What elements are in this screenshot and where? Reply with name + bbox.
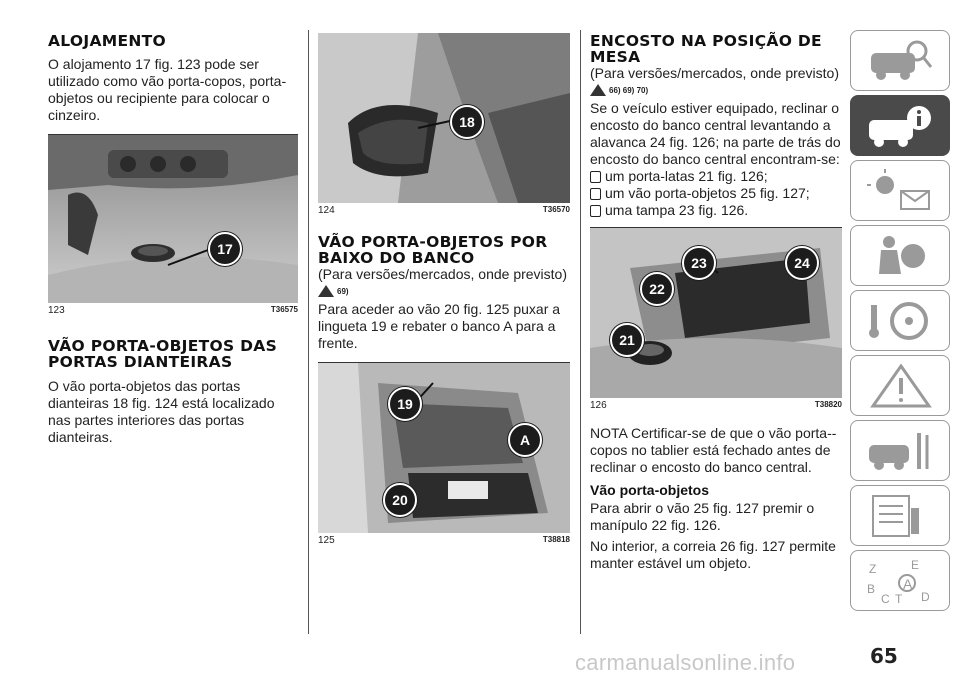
paragraph-porta-objetos-portas: O vão porta-objetos das portas dianteiras 18 fig. 124 está localizado nas partes interiores das portas dianteiras. (48, 378, 275, 445)
callout-19: 19 (388, 387, 422, 421)
index-letter: A (903, 576, 913, 592)
warning-reference (590, 84, 842, 96)
car-search-icon (867, 39, 933, 83)
callout-22: 22 (640, 272, 674, 306)
warning-numbers: 69) (337, 286, 349, 296)
tab-warning-lights[interactable] (850, 160, 950, 221)
callout-a: A (508, 423, 542, 457)
car-info-icon (867, 104, 933, 148)
column-1 (48, 0, 298, 446)
paragraph-encosto: Se o veículo estiver equipado, reclinar o encosto do banco central levantando a alavanca 24 fig. 126; na parte de trás do encosto do banco central encontram-se: (590, 100, 841, 167)
versions-note: (Para versões/mercados, onde previsto) (590, 65, 839, 81)
figure-126-caption (590, 400, 842, 411)
callout-18: 18 (450, 105, 484, 139)
figure-124 (318, 33, 570, 216)
index-letter: T (895, 592, 903, 606)
tab-safety[interactable] (850, 225, 950, 286)
column-divider (580, 30, 581, 634)
checkbox-bullet-icon (590, 171, 601, 183)
paragraph-nota: NOTA Certificar-se de que o vão porta--copos no tablier está fechado antes de reclinar o encosto do banco central. (590, 425, 837, 475)
callout-21: 21 (610, 323, 644, 357)
warning-reference (318, 285, 570, 297)
index-letter: Z (869, 562, 877, 576)
column-2 (318, 0, 570, 546)
index-letter: D (921, 590, 930, 604)
index-letter: B (867, 582, 876, 596)
figure-123-caption (48, 305, 298, 316)
figure-code: T36570 (542, 205, 570, 214)
page-number: 65 (870, 644, 898, 668)
tab-emergency[interactable] (850, 355, 950, 416)
callout-24: 24 (785, 246, 819, 280)
tab-technical-data[interactable] (850, 485, 950, 546)
figure-124-image (318, 33, 570, 203)
callout-20: 20 (383, 483, 417, 517)
callout-17: 17 (208, 232, 242, 266)
steering-key-icon (867, 299, 933, 343)
subheading-vao-porta-objetos: Vão porta-objetos (590, 482, 710, 498)
checkbox-bullet-icon (590, 188, 601, 200)
warning-triangle-icon (318, 285, 334, 297)
column-3 (590, 0, 842, 572)
heading-porta-objetos-portas: VÃO PORTA-OBJETOS DAS PORTAS DIANTEIRAS (48, 337, 278, 371)
checkbox-bullet-icon (590, 205, 601, 217)
index-letter: C (881, 592, 890, 606)
figure-code: T38818 (542, 535, 570, 544)
versions-note: (Para versões/mercados, onde previsto) (318, 266, 567, 282)
heading-encosto-mesa: ENCOSTO NA POSIÇÃO DE MESA (590, 32, 822, 66)
checklist-icon (867, 494, 933, 538)
figure-number: 124 (318, 205, 335, 216)
figure-number: 125 (318, 535, 335, 546)
paragraph-alojamento: O alojamento 17 fig. 123 pode ser utilizado como vão porta-copos, porta-objetos ou recipiente para colocar o cinzeiro. (48, 56, 287, 123)
index-letter: E (911, 559, 920, 572)
heading-porta-objetos-banco: VÃO PORTA-OBJETOS POR BAIXO DO BANCO (318, 233, 548, 267)
breakdown-icon (867, 364, 933, 408)
heading-alojamento: ALOJAMENTO (48, 32, 166, 50)
tab-maintenance[interactable] (850, 420, 950, 481)
airbag-icon (867, 234, 933, 278)
figure-123 (48, 134, 298, 316)
warning-triangle-icon (590, 84, 606, 96)
figure-126 (590, 227, 842, 411)
figure-code: T36575 (270, 305, 298, 314)
figure-number: 126 (590, 400, 607, 411)
figure-number: 123 (48, 305, 65, 316)
list-item: um vão porta-objetos 25 fig. 127; (590, 185, 842, 202)
car-tools-icon (867, 429, 933, 473)
paragraph-interior: No interior, a correia 26 fig. 127 permite manter estável um objeto. (590, 538, 836, 571)
watermark: carmanualsonline.info (575, 650, 796, 675)
callout-23: 23 (682, 246, 716, 280)
warning-light-icon (867, 169, 933, 213)
warning-numbers: 66) 69) 70) (609, 85, 649, 95)
figure-124-caption (318, 205, 570, 216)
figure-123-image (48, 135, 298, 303)
index-icon (867, 559, 937, 607)
tab-car-info[interactable] (850, 95, 950, 156)
tab-starting-driving[interactable] (850, 290, 950, 351)
figure-code: T38820 (814, 400, 842, 409)
list-item: um porta-latas 21 fig. 126; (590, 168, 842, 185)
figure-125 (318, 362, 570, 546)
list-item: uma tampa 23 fig. 126. (590, 202, 842, 219)
tab-index[interactable] (850, 550, 950, 611)
tab-car-search[interactable] (850, 30, 950, 91)
figure-125-caption (318, 535, 570, 546)
paragraph-banco: Para aceder ao vão 20 fig. 125 puxar a lingueta 19 e rebater o banco A para a frente. (318, 301, 561, 351)
chapter-tabs (850, 30, 954, 615)
paragraph-abrir: Para abrir o vão 25 fig. 127 premir o manípulo 22 fig. 126. (590, 500, 815, 533)
column-divider (308, 30, 309, 634)
